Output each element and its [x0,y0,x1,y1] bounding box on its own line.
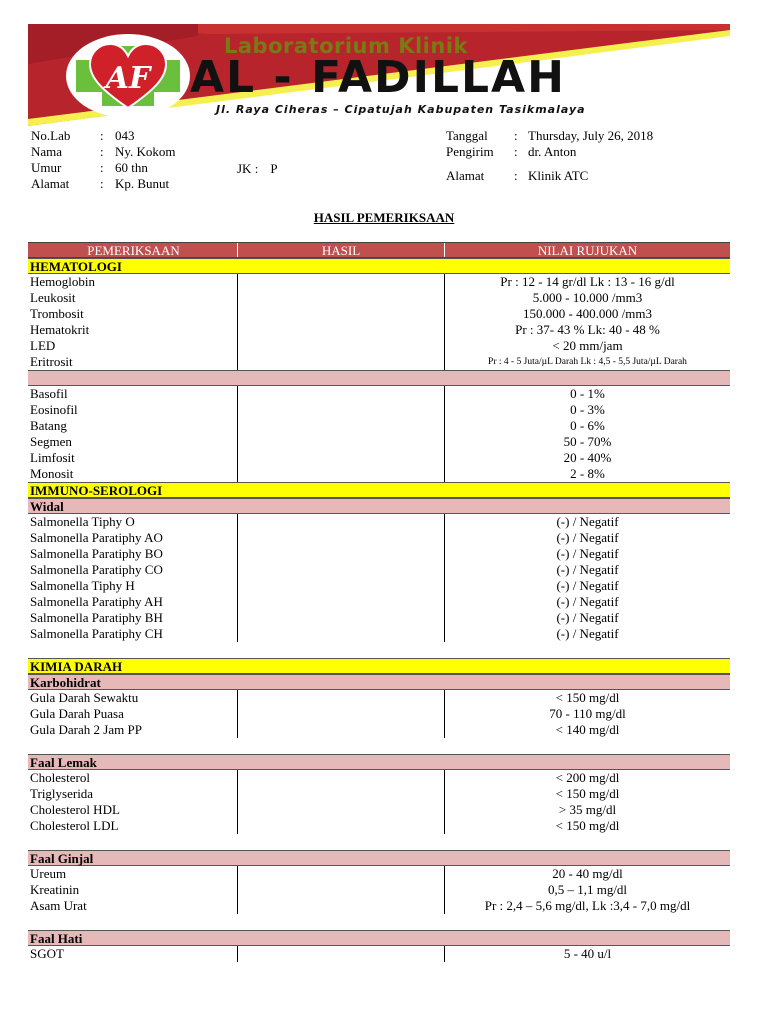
test-result [237,578,445,594]
section-immuno-serologi: IMMUNO-SEROLOGI [28,482,730,498]
table-row [28,546,730,562]
table-row [28,434,730,450]
rows-widal [28,514,730,642]
clinic-name: AL - FADILLAH [190,52,566,103]
clinic-address: Jl. Raya Ciheras – Cipatujah Kabupaten Tasikmalaya [216,103,586,116]
test-result [237,274,445,290]
table-row [28,290,730,306]
info-value: Kp. Bunut [115,176,170,191]
test-result [237,626,445,642]
table-row [28,946,730,962]
test-name: Batang [30,418,67,433]
jk-label: JK : [237,161,259,176]
reference-value: (-) / Negatif [556,610,619,625]
test-result [237,338,445,354]
test-result [237,466,445,482]
test-name: Ureum [30,866,67,881]
subsection-faal-ginjal: Faal Ginjal [28,850,730,866]
results-table [28,242,730,962]
test-name: Salmonella Tiphy H [30,578,135,593]
reference-value: 0 - 6% [570,418,605,433]
test-name: Salmonella Paratiphy AO [30,530,163,545]
reference-value: 2 - 8% [570,466,605,481]
section-hematologi: HEMATOLOGI [28,258,730,274]
rows-hematologi [28,274,730,370]
table-row [28,306,730,322]
reference-value: (-) / Negatif [556,514,619,529]
section-diff-count [28,370,730,386]
table-row [28,626,730,642]
table-row [28,274,730,290]
table-row [28,338,730,354]
table-header [28,242,730,258]
test-name: Monosit [30,466,74,481]
test-result [237,818,445,834]
test-name: Salmonella Paratiphy CO [30,562,163,577]
test-name: Hemoglobin [30,274,95,289]
test-result [237,770,445,786]
test-result [237,786,445,802]
info-label: Alamat [446,168,485,183]
logo-text: AF [105,61,151,96]
rows-faal-hati [28,946,730,962]
info-value: 60 thn [115,160,148,175]
table-row [28,450,730,466]
test-name: Trombosit [30,306,84,321]
test-name: LED [30,338,56,353]
test-name: Salmonella Paratiphy CH [30,626,163,641]
rows-faal-ginjal [28,866,730,914]
table-row [28,322,730,338]
reference-value: 150.000 - 400.000 /mm3 [523,306,652,321]
reference-value: (-) / Negatif [556,626,619,641]
table-row [28,610,730,626]
test-name: Gula Darah 2 Jam PP [30,722,142,737]
subsection-faal-lemak: Faal Lemak [28,754,730,770]
test-result [237,898,445,914]
test-result [237,514,445,530]
test-result [237,530,445,546]
test-name: Eosinofil [30,402,78,417]
test-result [237,866,445,882]
test-result [237,290,445,306]
test-result [237,802,445,818]
test-result [237,386,445,402]
header-hasil: HASIL [237,243,445,257]
test-name: Gula Darah Sewaktu [30,690,139,705]
info-label: Tanggal [446,128,488,143]
spacer [28,738,730,754]
reference-value: Pr : 12 - 14 gr/dl Lk : 13 - 16 g/dl [500,274,675,289]
test-name: Limfosit [30,450,75,465]
reference-value: 0,5 – 1,1 mg/dl [547,882,628,897]
info-row-pengirim: Pengirim : dr. Anton [446,144,577,159]
test-result [237,562,445,578]
test-name: Salmonella Tiphy O [30,514,135,529]
table-row [28,466,730,482]
subsection-faal-hati: Faal Hati [28,930,730,946]
table-row [28,786,730,802]
test-result [237,402,445,418]
table-row [28,418,730,434]
info-row-nama: Nama : Ny. Kokom [31,144,176,159]
table-row [28,402,730,418]
info-label: No.Lab [31,128,71,143]
table-row [28,818,730,834]
info-label: Pengirim [446,144,494,159]
table-row [28,530,730,546]
reference-value: Pr : 37- 43 % Lk: 40 - 48 % [515,322,660,337]
subsection-widal: Widal [28,498,730,514]
rows-faal-lemak [28,770,730,834]
reference-value: (-) / Negatif [556,530,619,545]
table-row [28,802,730,818]
reference-value: 5 - 40 u/l [563,946,612,961]
spacer [28,914,730,930]
test-result [237,306,445,322]
test-name: Cholesterol LDL [30,818,119,833]
test-result [237,418,445,434]
test-result [237,946,445,962]
table-row [28,594,730,610]
table-row [28,882,730,898]
info-value: 043 [115,128,135,143]
test-result [237,450,445,466]
test-name: Kreatinin [30,882,80,897]
reference-value: < 20 mm/jam [552,338,623,353]
header-pemeriksaan: PEMERIKSAAN [87,243,180,257]
spacer [28,834,730,850]
info-value: Ny. Kokom [115,144,176,159]
reference-value: Pr : 2,4 – 5,6 mg/dl, Lk :3,4 - 7,0 mg/dl [484,898,691,913]
test-name: Asam Urat [30,898,87,913]
test-name: Gula Darah Puasa [30,706,124,721]
info-value: Thursday, July 26, 2018 [528,128,654,143]
reference-value: 20 - 40 mg/dl [552,866,623,881]
reference-value: 0 - 1% [570,386,605,401]
patient-info-right [446,128,736,184]
test-name: SGOT [30,946,64,961]
test-name: Leukosit [30,290,76,305]
table-row [28,514,730,530]
test-name: Segmen [30,434,72,449]
test-name: Basofil [30,386,68,401]
info-row-no-lab: No.Lab : 043 [31,128,135,143]
test-result [237,354,445,370]
reference-value: < 150 mg/dl [555,690,620,705]
test-result [237,882,445,898]
test-name: Cholesterol [30,770,90,785]
reference-value: (-) / Negatif [556,562,619,577]
reference-value: Pr : 4 - 5 Juta/µL Darah Lk : 4,5 - 5,5 Juta/µL Darah [488,357,687,367]
table-row [28,386,730,402]
table-row [28,354,730,370]
reference-value: < 200 mg/dl [555,770,620,785]
reference-value: 5.000 - 10.000 /mm3 [532,290,643,305]
test-name: Eritrosit [30,354,73,369]
patient-info-left [31,128,331,192]
reference-value: < 150 mg/dl [555,786,620,801]
reference-value: 50 - 70% [563,434,612,449]
info-row-umur: Umur : 60 thn [31,160,148,175]
subsection-karbohidrat: Karbohidrat [28,674,730,690]
report-title: HASIL PEMERIKSAAN [313,210,455,225]
info-label: Nama [31,144,63,159]
jk-value: P [270,161,278,176]
test-result [237,322,445,338]
test-result [237,594,445,610]
table-row [28,578,730,594]
reference-value: (-) / Negatif [556,594,619,609]
clinic-logo-icon [62,26,192,126]
test-result [237,722,445,738]
reference-value: < 140 mg/dl [555,722,620,737]
test-name: Triglyserida [30,786,94,801]
reference-value: 20 - 40% [563,450,612,465]
table-row [28,562,730,578]
info-label: Umur [31,160,62,175]
table-row [28,690,730,706]
info-label: Alamat [31,176,70,191]
test-result [237,434,445,450]
info-value: dr. Anton [528,144,577,159]
test-name: Salmonella Paratiphy AH [30,594,163,609]
test-name: Hematokrit [30,322,90,337]
reference-value: 70 - 110 mg/dl [549,706,626,721]
spacer [28,642,730,658]
reference-value: (-) / Negatif [556,546,619,561]
reference-value: < 150 mg/dl [555,818,620,833]
header-nilai-rujukan: NILAI RUJUKAN [537,243,638,257]
reference-value: 0 - 3% [570,402,605,417]
reference-value: > 35 mg/dl [558,802,617,817]
rows-diff-count [28,386,730,482]
test-name: Cholesterol HDL [30,802,120,817]
clinic-header-banner [28,24,730,126]
info-row-alamat: Alamat : Kp. Bunut [31,176,170,191]
info-jk [237,161,278,177]
test-name: Salmonella Paratiphy BO [30,546,163,561]
table-row [28,770,730,786]
test-result [237,706,445,722]
table-row [28,706,730,722]
info-row-alamat-pengirim: Alamat : Klinik ATC [446,168,589,183]
info-value: Klinik ATC [528,168,589,183]
section-kimia-darah: KIMIA DARAH [28,658,730,674]
rows-karbohidrat [28,690,730,738]
test-name: Salmonella Paratiphy BH [30,610,163,625]
table-row [28,722,730,738]
test-result [237,610,445,626]
lab-title: Laboratorium Klinik [224,34,468,58]
reference-value: (-) / Negatif [556,578,619,593]
test-result [237,690,445,706]
table-row [28,898,730,914]
info-row-tanggal: Tanggal : Thursday, July 26, 2018 [446,128,654,143]
test-result [237,546,445,562]
table-row [28,866,730,882]
